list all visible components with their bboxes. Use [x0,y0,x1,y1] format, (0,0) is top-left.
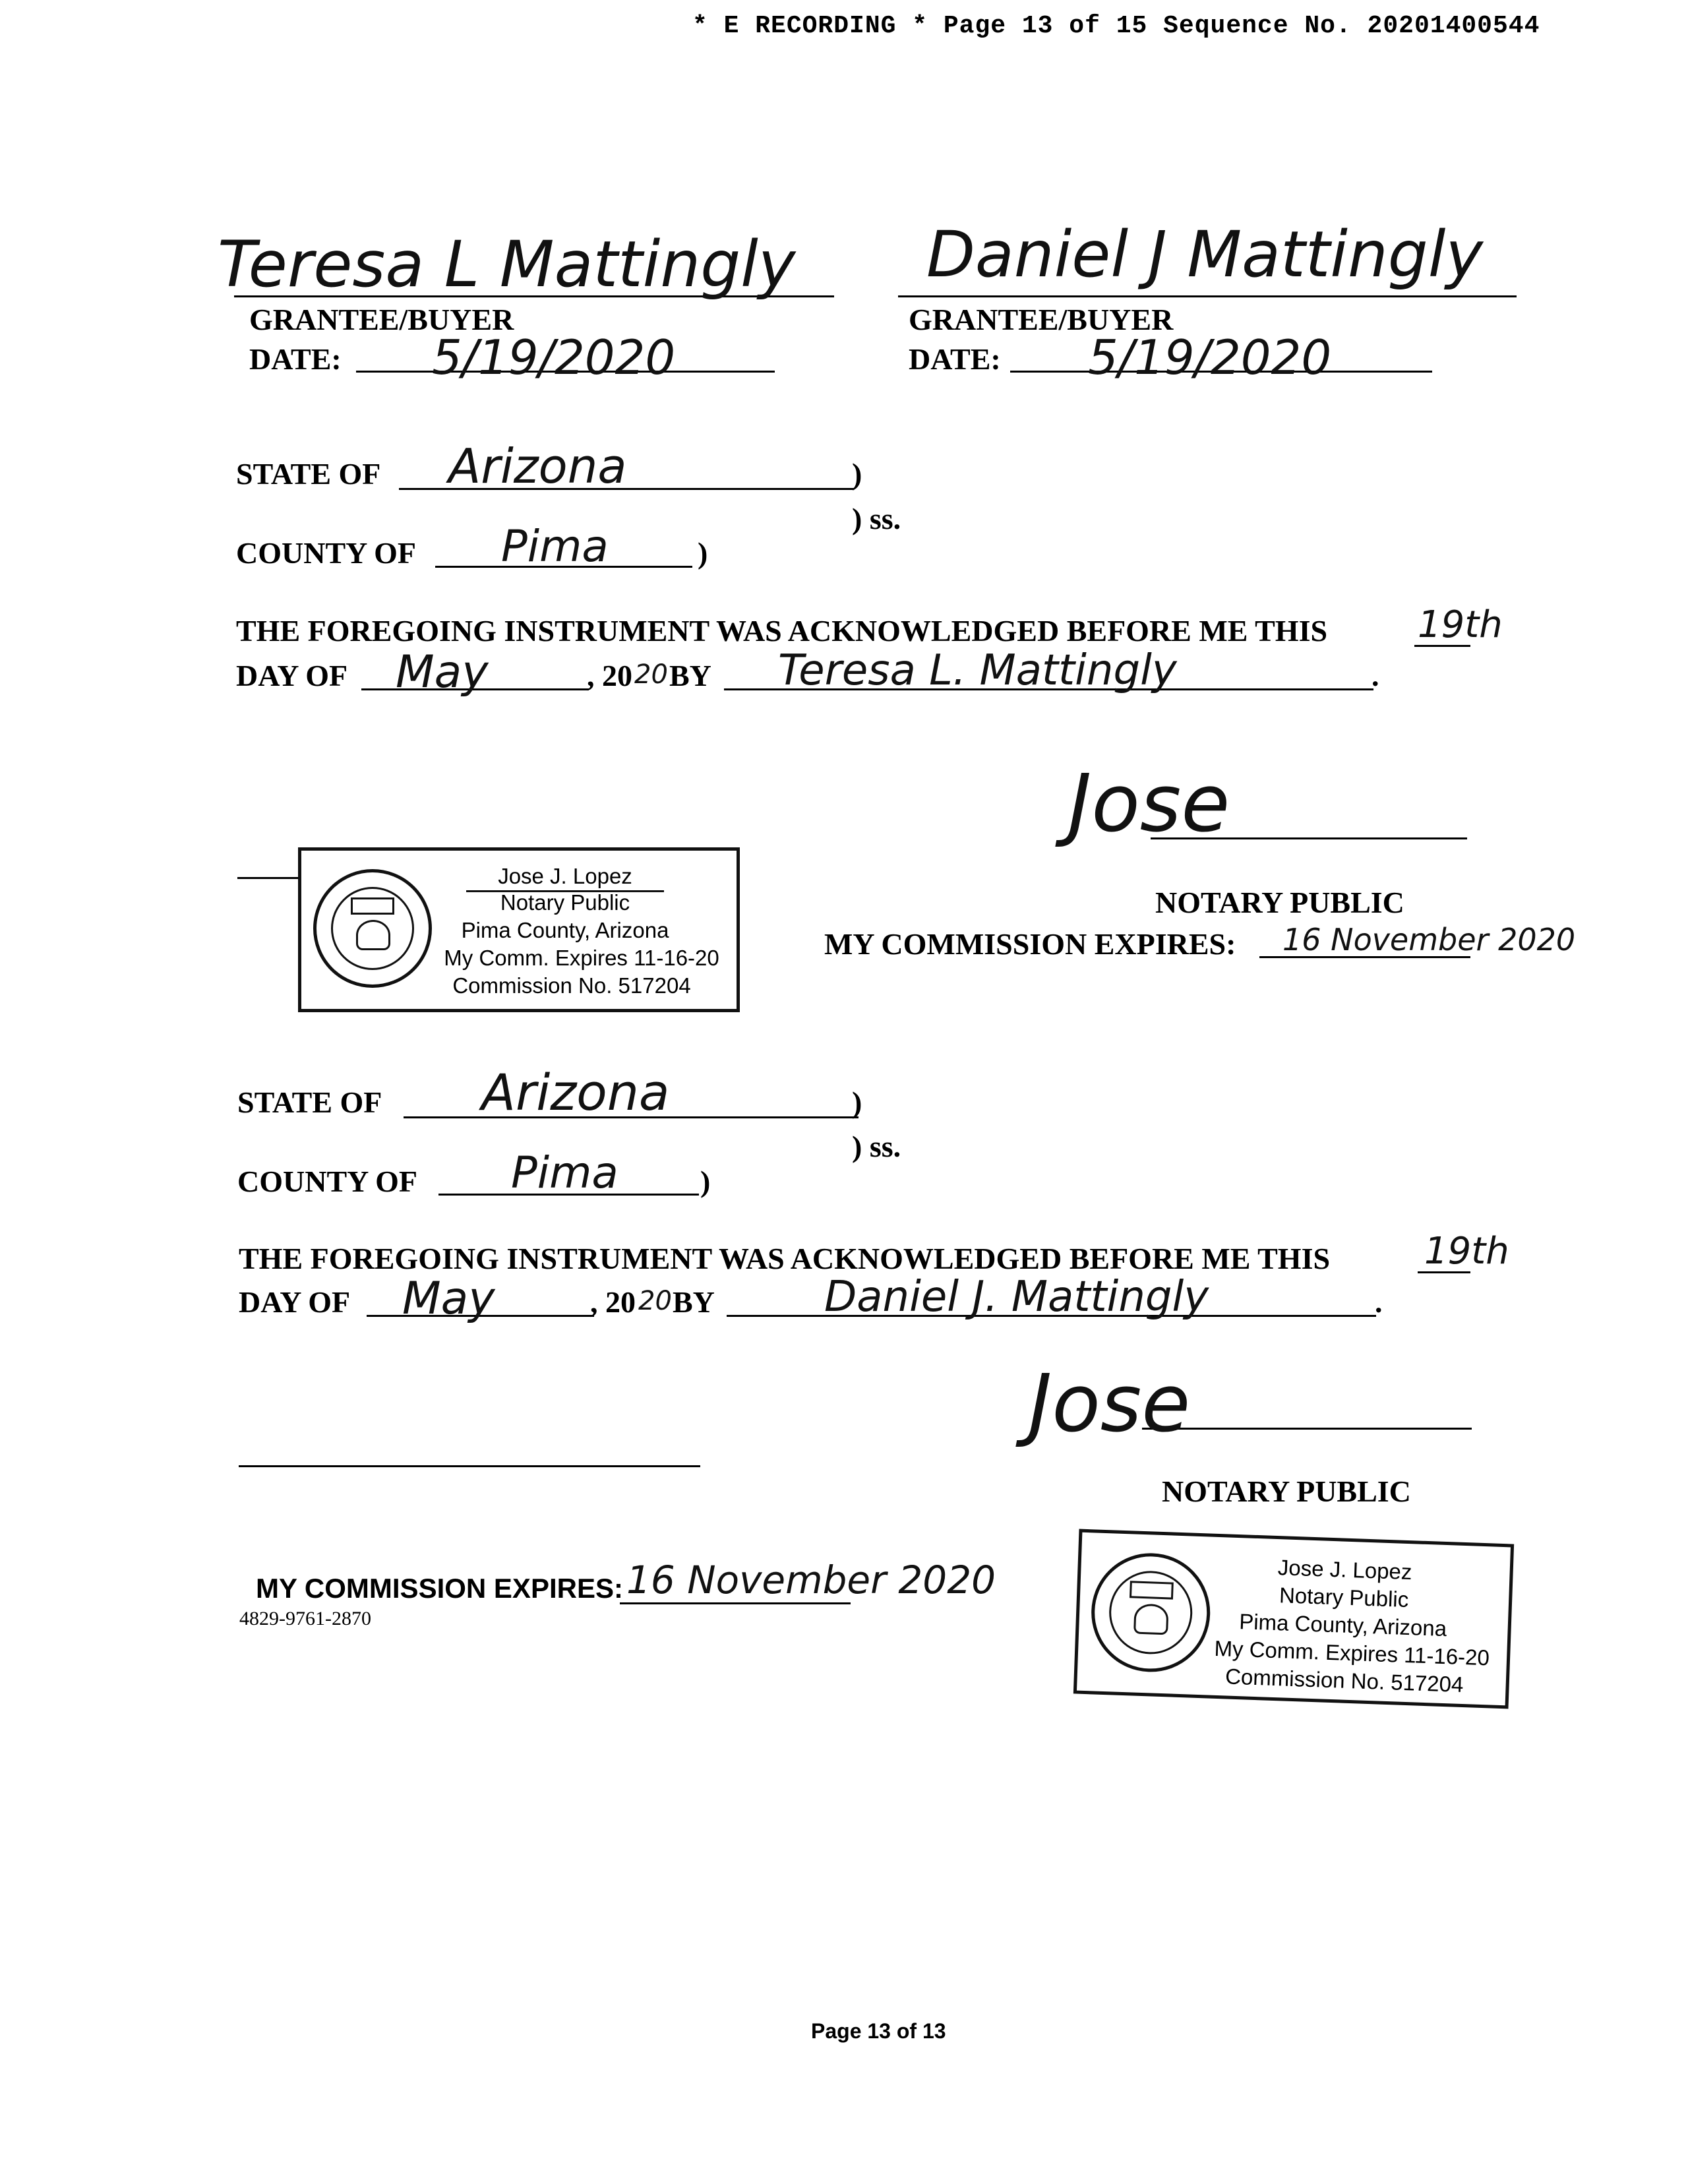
ack2-left-blank-line [239,1465,700,1467]
ack1-county-value: Pima [501,521,609,572]
ack1-day-value: 19th [1418,603,1503,646]
ack1-month-value: May [396,646,489,698]
stamp-1-title: Notary Public [500,890,630,915]
ack2-year-prefix: , 20 [590,1285,636,1319]
ack1-instrument-text: THE FOREGOING INSTRUMENT WAS ACKNOWLEDGED BEFORE ME THIS [236,614,1328,648]
ack1-state-value: Arizona [448,439,627,494]
ack2-ss: ) ss. [852,1130,901,1163]
grantee-left-date-label: DATE: [249,342,342,376]
ack1-by-label: BY [669,659,711,692]
ack2-instrument-text: THE FOREGOING INSTRUMENT WAS ACKNOWLEDGED BEFORE ME THIS [239,1242,1331,1275]
ack1-year-value: 20 [634,659,668,690]
ack2-county-label: COUNTY OF [237,1165,418,1198]
ack2-day-value: 19th [1424,1230,1509,1273]
stamp-2-commission: Commission No. 517204 [1224,1664,1464,1697]
grantee-left-date: 5/19/2020 [432,330,676,385]
ack2-year-value: 20 [638,1286,672,1316]
ack2-by-label: BY [673,1285,715,1319]
grantee-right-date: 5/19/2020 [1088,330,1332,385]
grantee-left-label: GRANTEE/BUYER [249,303,514,336]
ack1-county-paren: ) [698,536,708,570]
ack1-ss: ) ss. [852,502,901,535]
recording-header: * E RECORDING * Page 13 of 15 Sequence No. 20201400544 [692,12,1540,40]
stamp-1-name: Jose J. Lopez [466,863,664,892]
notary-seal-2-icon [1089,1551,1212,1674]
ack2-commission-line [620,1602,851,1604]
ack1-commission-label: MY COMMISSION EXPIRES: [824,927,1236,961]
stamp-2-expires: My Comm. Expires 11-16-20 [1213,1635,1490,1670]
ack2-period: . [1375,1285,1383,1319]
ack1-notary-label: NOTARY PUBLIC [1155,886,1404,919]
ack2-month-value: May [402,1273,495,1325]
notary-stamp-1 [298,847,740,1012]
ack1-signer-value: Teresa L. Mattingly [778,646,1177,695]
ack1-state-paren: ) [852,457,862,491]
ack1-county-label: COUNTY OF [236,536,417,570]
ack1-state-label: STATE OF [236,457,381,491]
ack1-commission-value: 16 November 2020 [1282,922,1576,957]
ack2-notary-signature: Jose [1029,1358,1191,1450]
ack2-state-value: Arizona [481,1063,670,1122]
grantee-right-label: GRANTEE/BUYER [909,303,1174,336]
stamp-2-county: Pima County, Arizona [1238,1609,1447,1641]
ack2-state-paren: ) [852,1085,862,1119]
ack2-state-label: STATE OF [237,1085,382,1119]
ack1-period: . [1372,659,1379,692]
ack1-year-prefix: , 20 [587,659,632,692]
stamp-2-title: Notary Public [1279,1583,1409,1612]
ack2-notary-label: NOTARY PUBLIC [1162,1474,1411,1508]
notary-stamp-2 [1073,1529,1514,1709]
ack2-signer-value: Daniel J. Mattingly [824,1273,1209,1321]
stamp-1-commission: Commission No. 517204 [452,973,691,998]
grantee-left-signature: Teresa L Mattingly [218,228,796,301]
page-number-footer: Page 13 of 13 [811,2019,946,2043]
notary-seal-1-icon [313,869,432,988]
ack2-commission-label: MY COMMISSION EXPIRES: [256,1573,623,1604]
ack1-notary-signature: Jose [1068,758,1230,850]
document-id: 4829-9761-2870 [239,1608,371,1629]
grantee-right-signature: Daniel J Mattingly [926,218,1484,291]
ack2-county-value: Pima [511,1147,618,1198]
stamp-1-county: Pima County, Arizona [461,918,669,942]
grantee-right-date-label: DATE: [909,342,1001,376]
stamp-2-name: Jose J. Lopez [1277,1555,1413,1585]
grantee-right-signature-line [898,295,1517,297]
ack1-day-of-label: DAY OF [236,659,348,692]
stamp-1-expires: My Comm. Expires 11-16-20 [444,946,719,970]
ack2-day-of-label: DAY OF [239,1285,351,1319]
ack2-commission-value: 16 November 2020 [626,1558,996,1602]
ack2-county-paren: ) [700,1165,711,1198]
ack2-notary-line [1142,1428,1472,1430]
